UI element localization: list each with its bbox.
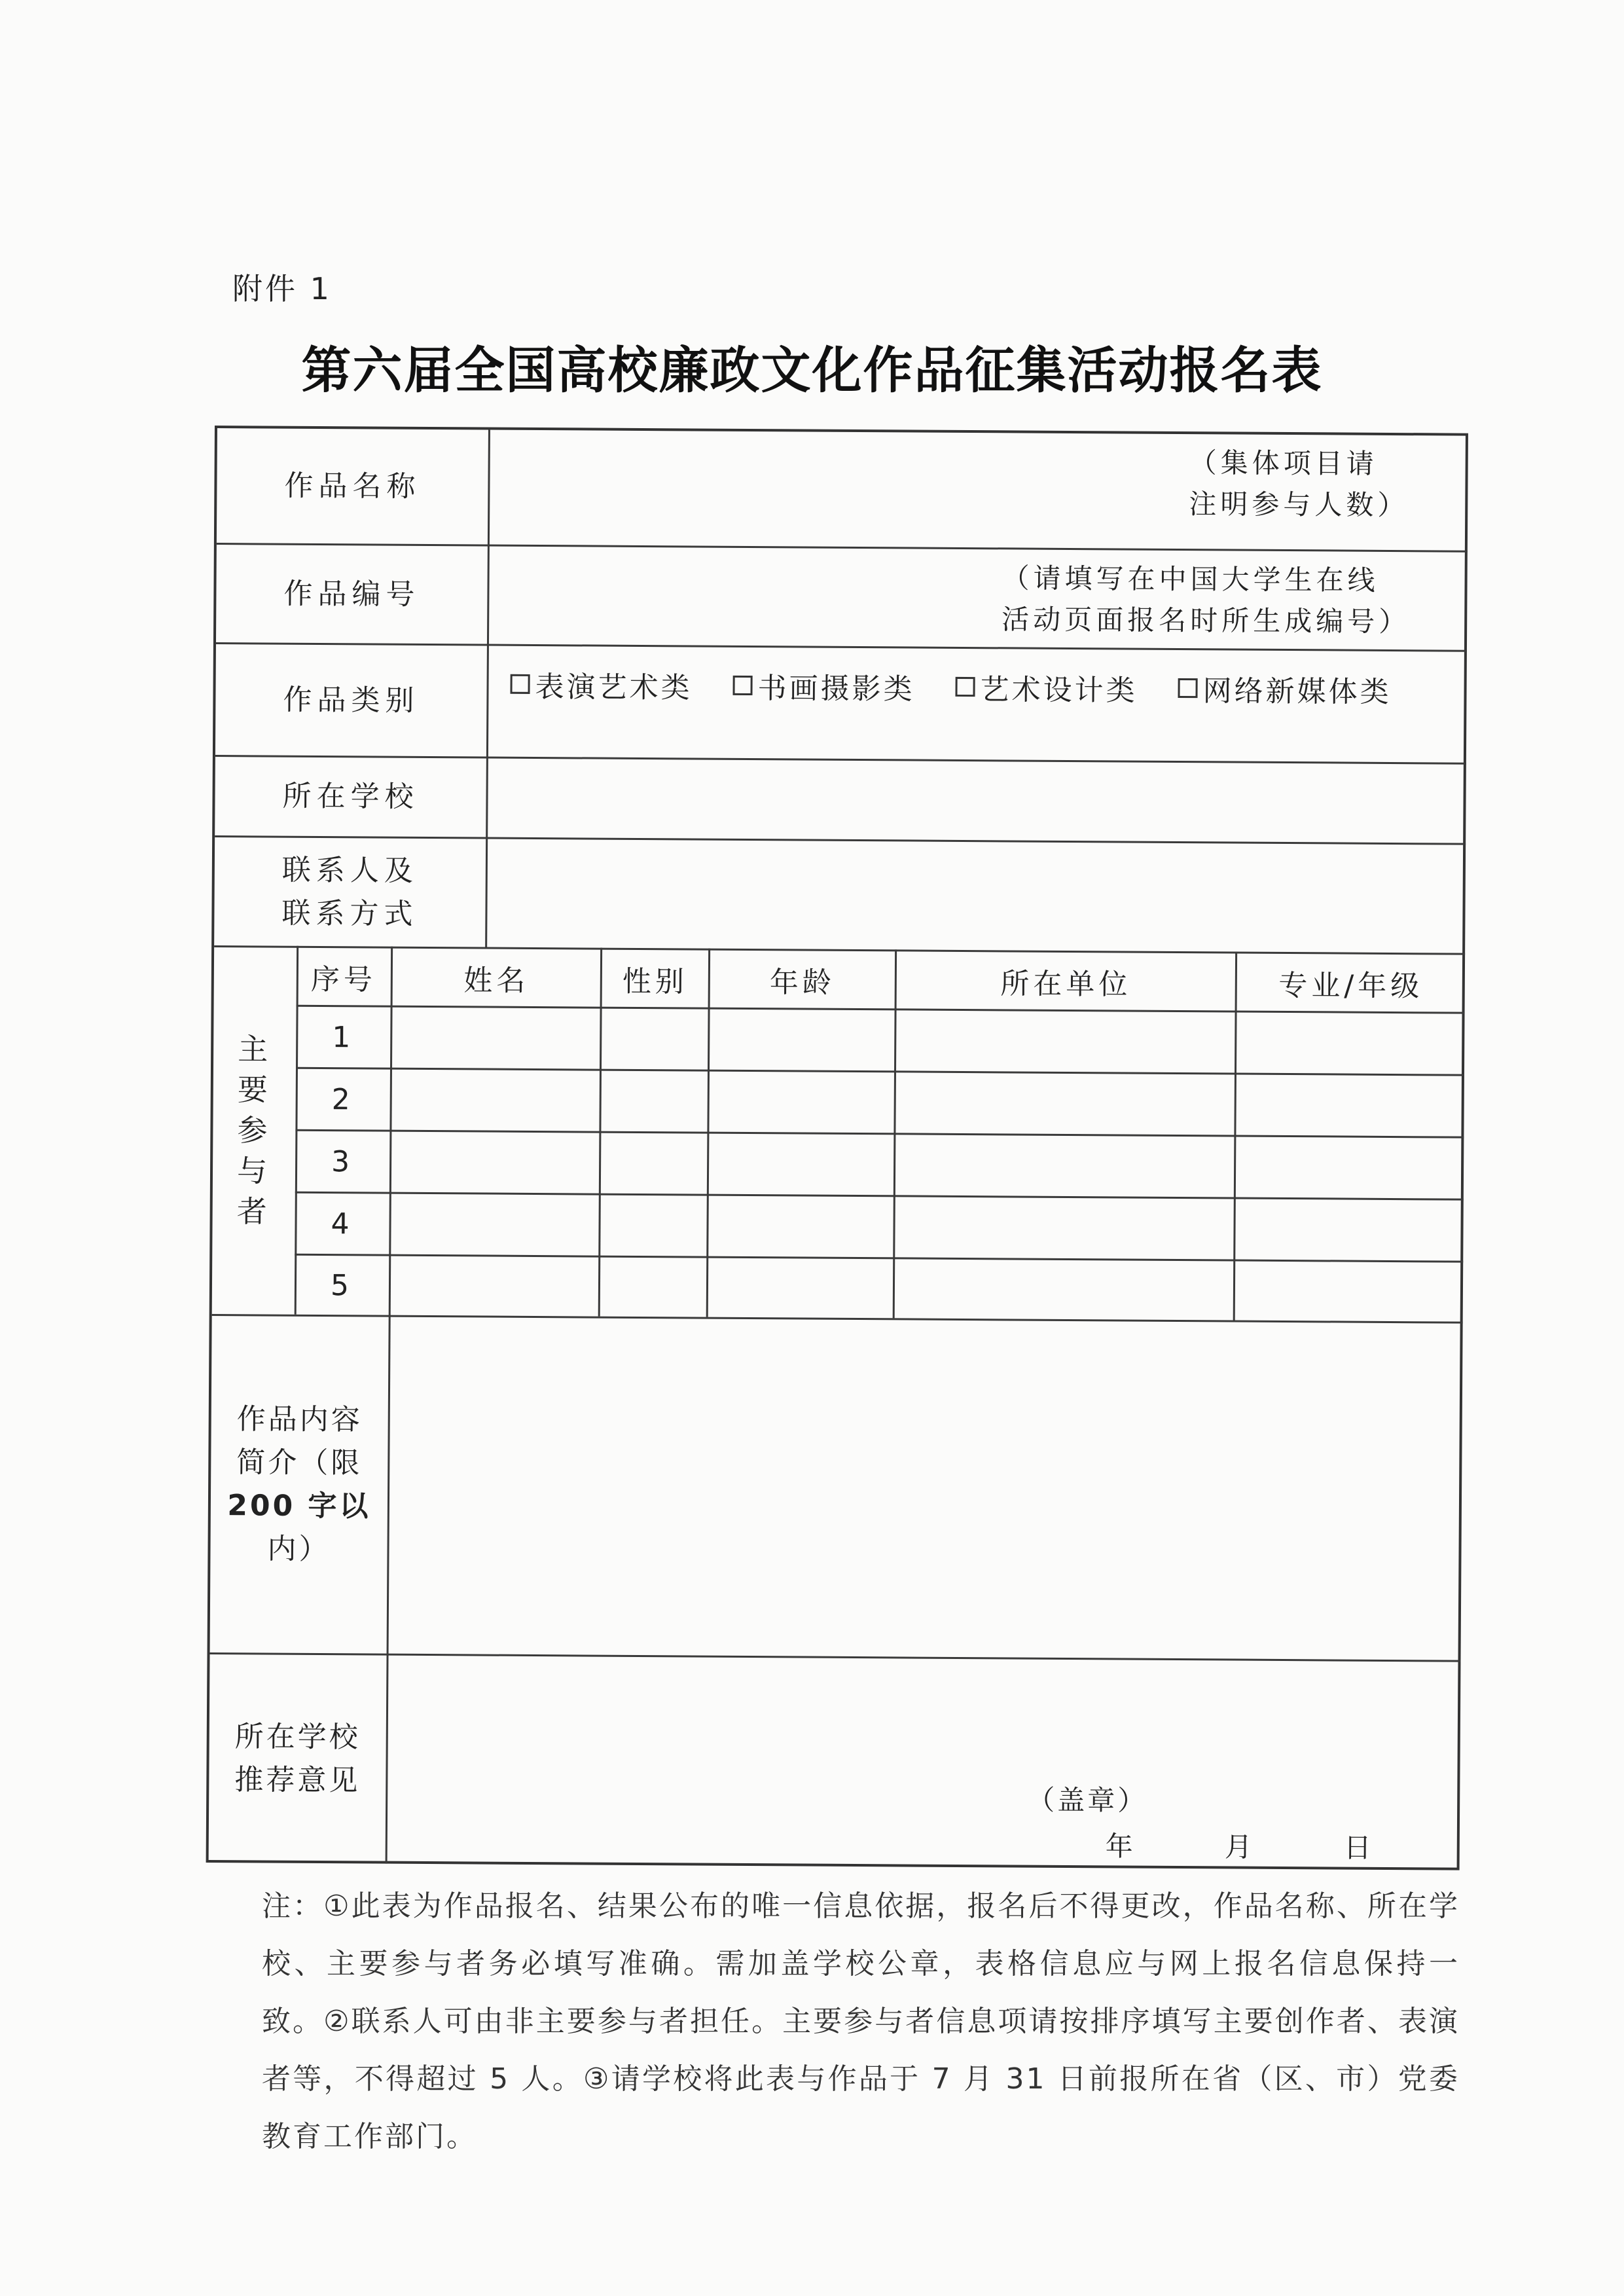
seal-label: （盖章） bbox=[1027, 1783, 1148, 1817]
work-name-field[interactable] bbox=[492, 433, 1180, 547]
category-option-label: 网络新媒体类 bbox=[1202, 674, 1392, 709]
work-category-options bbox=[510, 663, 1391, 710]
date-month-label: 月 bbox=[1224, 1831, 1252, 1863]
category-option-art-design[interactable] bbox=[955, 666, 1137, 709]
grid-line bbox=[295, 1129, 1464, 1139]
checkbox-icon[interactable] bbox=[955, 677, 975, 697]
work-name-note-line2: 注明参与人数） bbox=[1189, 488, 1409, 522]
side-label-char: 者 bbox=[236, 1194, 267, 1230]
grid-line bbox=[295, 1254, 1463, 1263]
work-number-note-line1: （请填写在中国大学生在线 bbox=[1001, 562, 1379, 596]
recommendation-label-line1: 所在学校 bbox=[234, 1720, 361, 1755]
checkbox-icon[interactable] bbox=[1178, 678, 1197, 698]
work-number-field[interactable] bbox=[491, 549, 989, 646]
summary-label bbox=[210, 1316, 389, 1654]
work-name-note-line1: （集体项目请 bbox=[1189, 446, 1378, 480]
checkbox-icon[interactable] bbox=[511, 674, 530, 694]
contact-field[interactable] bbox=[489, 841, 1462, 951]
category-option-calligraphy-photo[interactable] bbox=[732, 665, 914, 708]
category-option-performance[interactable] bbox=[510, 663, 692, 706]
attachment-label: 附件 1 bbox=[232, 271, 332, 306]
participant-row-number: 2 bbox=[331, 1082, 354, 1116]
summary-label-line1: 作品内容 bbox=[236, 1402, 363, 1437]
header-name: 姓名 bbox=[463, 963, 530, 998]
work-number-note bbox=[1001, 557, 1460, 642]
summary-label-line4: 内） bbox=[267, 1532, 331, 1567]
recommendation-label-line2: 推荐意见 bbox=[234, 1763, 361, 1798]
side-label-char: 主 bbox=[238, 1030, 268, 1067]
category-option-label: 表演艺术类 bbox=[535, 670, 693, 705]
category-option-new-media[interactable] bbox=[1178, 667, 1391, 710]
contact-label-line2: 联系方式 bbox=[281, 896, 418, 931]
work-category-label: 作品类别 bbox=[283, 683, 420, 718]
side-label-char: 参 bbox=[237, 1112, 268, 1148]
header-age: 年龄 bbox=[769, 965, 835, 1000]
work-number-note-line2: 活动页面报名时所生成编号） bbox=[1001, 603, 1411, 638]
school-field[interactable] bbox=[490, 761, 1462, 841]
participant-row-number: 4 bbox=[331, 1207, 353, 1241]
document-title: 第六届全国高校廉政文化作品征集活动报名表 bbox=[301, 341, 1323, 399]
side-label-char: 与 bbox=[236, 1153, 268, 1189]
contact-label bbox=[214, 837, 486, 947]
header-index: 序号 bbox=[310, 962, 376, 997]
footnote: 注：①此表为作品报名、结果公布的唯一信息依据，报名后不得更改，作品名称、所在学校、主要参与者务必填写准确。需加盖学校公章，表格信息应与网上报名信息保持一致。②联系人可由非主要参与者担任。主要参与者信息项请按排序填写主要创作者、表演者等，不得超过 5 人。③请学校将此表与作品于 7 月 31 日前报所在省（区、市）党委教育工作部门。 bbox=[262, 1889, 1460, 2153]
category-option-label: 书画摄影类 bbox=[757, 672, 915, 706]
registration-form bbox=[206, 426, 1468, 1870]
contact-label-line1: 联系人及 bbox=[281, 853, 419, 888]
participant-row-number: 3 bbox=[331, 1144, 354, 1178]
header-unit: 所在单位 bbox=[1000, 966, 1132, 1002]
participant-row-number: 1 bbox=[332, 1020, 355, 1054]
participant-row-number: 5 bbox=[330, 1268, 353, 1302]
header-major-grade: 专业/年级 bbox=[1278, 968, 1424, 1003]
summary-label-line3: 200 字以 bbox=[227, 1489, 371, 1523]
school-label: 所在学校 bbox=[282, 779, 419, 814]
date-year-label: 年 bbox=[1105, 1830, 1133, 1863]
summary-label-line2: 简介（限 bbox=[236, 1446, 363, 1480]
date-day-label: 日 bbox=[1343, 1831, 1371, 1864]
date-line bbox=[1106, 1825, 1371, 1865]
recommendation-label bbox=[209, 1654, 387, 1864]
category-option-label: 艺术设计类 bbox=[980, 673, 1138, 708]
grid-line bbox=[295, 1192, 1464, 1201]
work-name-label: 作品名称 bbox=[284, 469, 421, 503]
participants-side-label bbox=[212, 947, 293, 1313]
summary-field[interactable] bbox=[391, 1319, 1460, 1658]
checkbox-icon[interactable] bbox=[732, 676, 752, 695]
work-name-note bbox=[1189, 442, 1464, 526]
side-label-char: 要 bbox=[237, 1072, 268, 1108]
work-number-label: 作品编号 bbox=[283, 577, 420, 611]
header-gender: 性别 bbox=[622, 964, 688, 998]
grid-line bbox=[296, 1067, 1464, 1076]
